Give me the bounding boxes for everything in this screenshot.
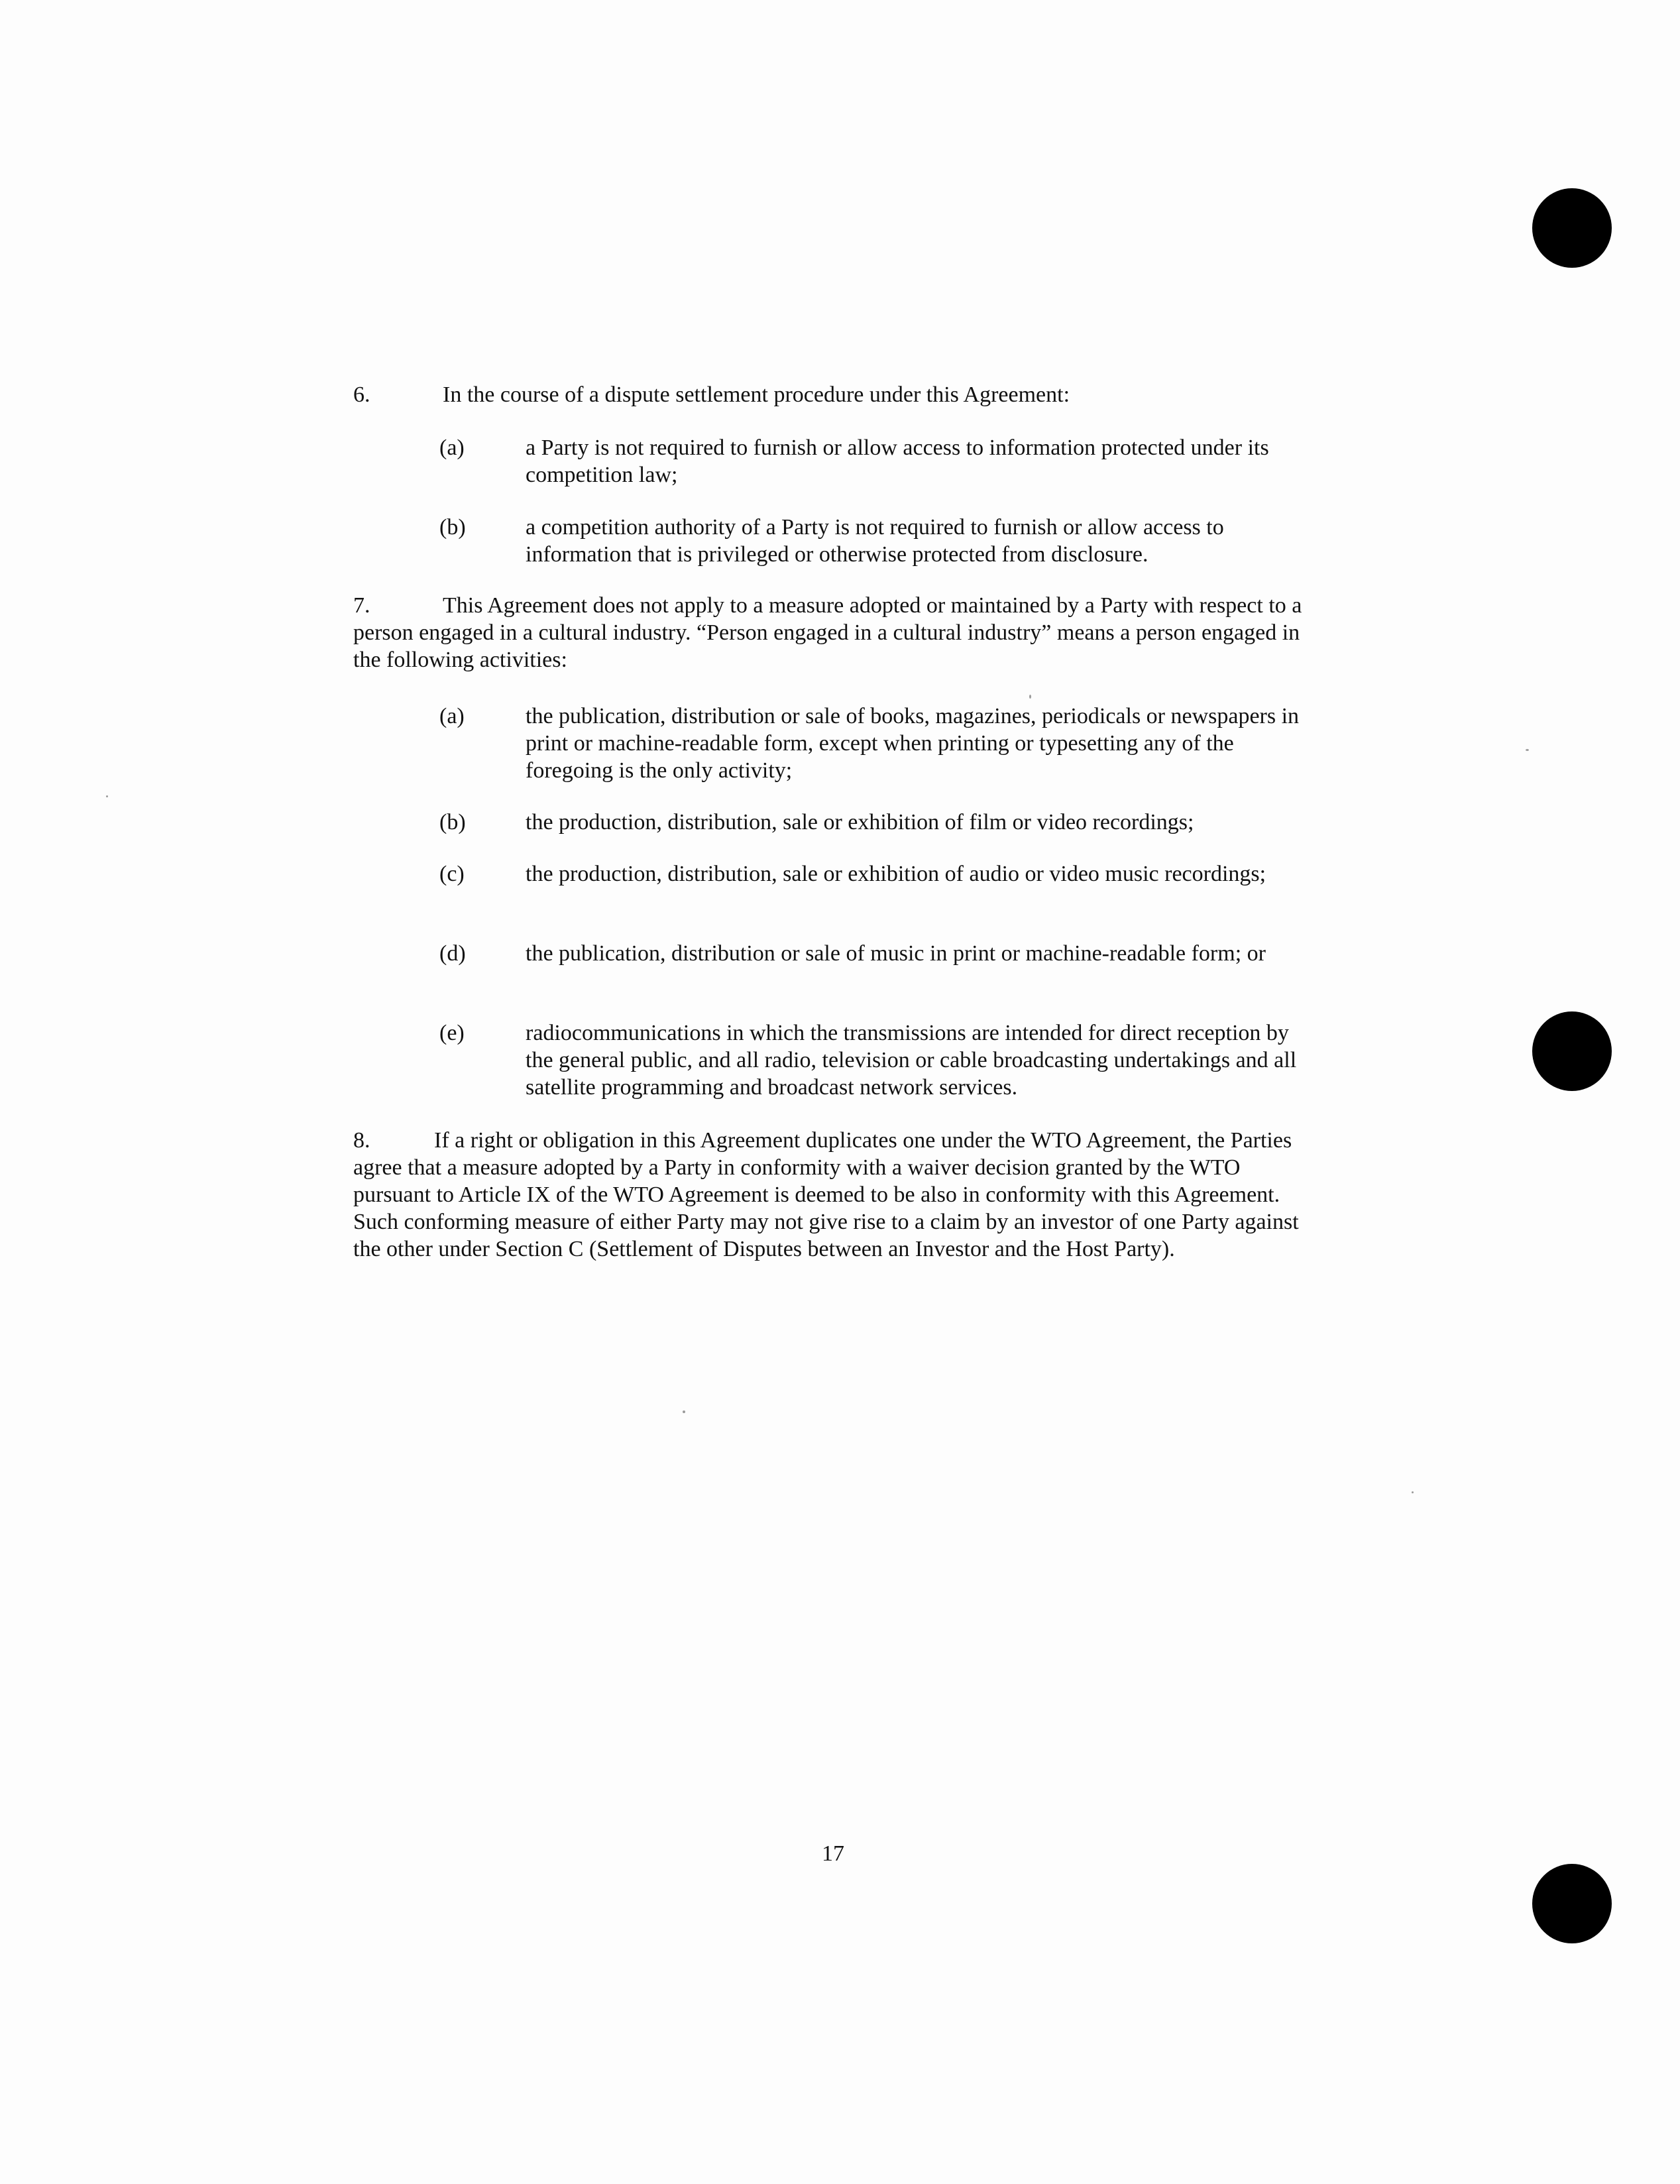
item-label: (c) (439, 862, 465, 886)
paragraph-7-intro (353, 592, 1308, 673)
item-label: (a) (439, 704, 465, 728)
paragraph-7-item-c (439, 860, 1308, 888)
item-label: (b) (439, 515, 466, 540)
item-text: a Party is not required to furnish or allow access to information protected under its competition law; (526, 435, 1269, 487)
item-text: the publication, distribution or sale of music in print or machine-readable form; or (526, 941, 1266, 966)
punch-hole-bottom (1532, 1864, 1612, 1943)
paragraph-7-item-e (439, 1019, 1308, 1101)
paragraph-number: 7. (353, 593, 370, 618)
paragraph-8 (353, 1127, 1308, 1263)
scan-speck (683, 1410, 685, 1413)
scan-speck (1412, 1491, 1414, 1493)
paragraph-text: If a right or obligation in this Agreement duplicates one under the WTO Agreement, the Parties agree that a measure adopted by a Party in conformity with a waiver decision granted by the WTO pursuant to Article IX of the WTO Agreement is deemed to be also in conformity with this Agreement. Such conforming measure of either Party may not give rise to a claim by an investor of one Party against the other under Section C (Settlement of Disputes between an Investor and the Host Party). (353, 1128, 1299, 1261)
paragraph-6-item-a (439, 434, 1308, 489)
item-label: (e) (439, 1021, 465, 1045)
item-text: the production, distribution, sale or exhibition of film or video recordings; (526, 810, 1194, 834)
punch-hole-middle (1532, 1011, 1612, 1091)
item-label: (d) (439, 941, 466, 966)
paragraph-text: This Agreement does not apply to a measure adopted or maintained by a Party with respect to a person engaged in a cultural industry. “Person engaged in a cultural industry” means a person engaged in the following activities: (353, 593, 1302, 672)
item-text: radiocommunications in which the transmissions are intended for direct reception by the general public, and all radio, television or cable broadcasting undertakings and all satellite programming and broadcast network services. (526, 1021, 1297, 1100)
item-label: (b) (439, 810, 466, 834)
paragraph-7-item-d (439, 940, 1308, 967)
scan-speck (1029, 695, 1031, 699)
paragraph-number: 6. (353, 382, 370, 407)
item-text: the publication, distribution or sale of books, magazines, periodicals or newspapers in print or machine-readable form, except when printing or typesetting any of the foregoing is the only activity; (526, 704, 1300, 783)
punch-hole-top (1532, 188, 1612, 268)
item-label: (a) (439, 435, 465, 460)
paragraph-text: In the course of a dispute settlement procedure under this Agreement: (443, 382, 1070, 407)
scan-speck (1526, 749, 1529, 751)
paragraph-6-item-b (439, 514, 1308, 568)
page-number: 17 (822, 1841, 844, 1866)
scan-speck (106, 795, 108, 797)
item-text: the production, distribution, sale or exhibition of audio or video music recordings; (526, 862, 1266, 886)
item-text: a competition authority of a Party is not required to furnish or allow access to information that is privileged or otherwise protected from disclosure. (526, 515, 1224, 567)
paragraph-6-intro (353, 381, 1308, 408)
paragraph-7-item-b (439, 809, 1308, 836)
paragraph-7-item-a (439, 703, 1308, 784)
paragraph-number: 8. (353, 1128, 370, 1153)
